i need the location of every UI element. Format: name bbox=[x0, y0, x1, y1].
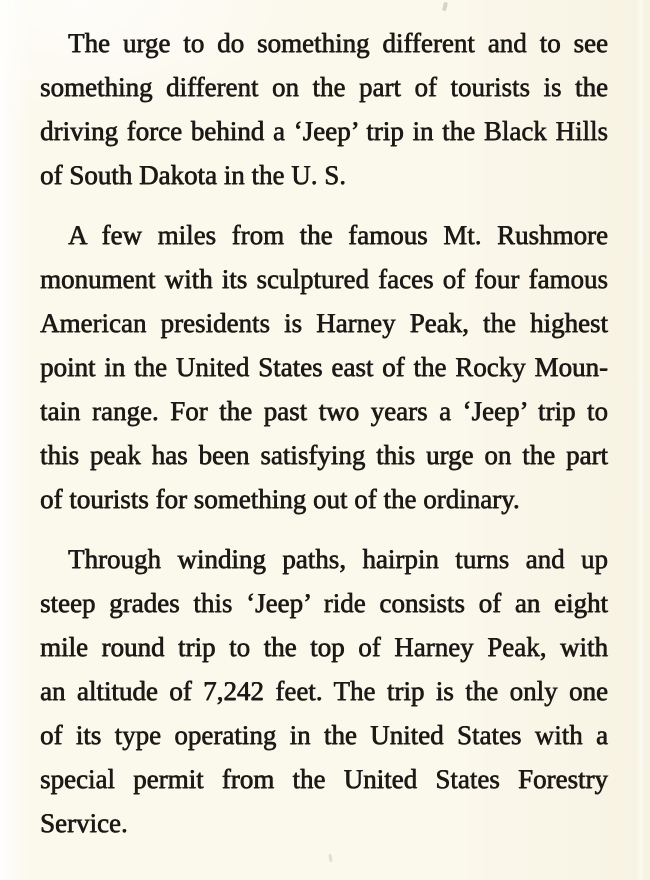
text-line: driving force behind a ‘Jeep’ trip in the Black Hills bbox=[40, 116, 608, 146]
text-line: tain range. For the past two years a ‘Jeep’ trip to bbox=[40, 396, 608, 426]
text-line: Through winding paths, hairpin turns and up bbox=[68, 544, 608, 574]
text-line: point in the United States east of the Rocky Moun- bbox=[40, 352, 608, 382]
text-line: this peak has been satisfying this urge on the part bbox=[40, 440, 608, 470]
text-line: Service. bbox=[40, 808, 128, 838]
paragraph-jeep-ride bbox=[40, 537, 608, 845]
text-line: A few miles from the famous Mt. Rushmore bbox=[68, 220, 608, 250]
text-line: of its type operating in the United States with a bbox=[40, 720, 608, 750]
text-line: of tourists for something out of the ordinary. bbox=[40, 484, 520, 514]
text-block bbox=[40, 21, 608, 845]
text-line: The urge to do something different and to see bbox=[68, 28, 608, 58]
scan-speck-top bbox=[442, 2, 448, 12]
text-line: of South Dakota in the U. S. bbox=[40, 160, 346, 190]
text-line: an altitude of 7,242 feet. The trip is the only one bbox=[40, 676, 608, 706]
text-line: special permit from the United States Forestry bbox=[40, 764, 608, 794]
page-edge-crease bbox=[637, 0, 644, 880]
text-line: something different on the part of tourists is the bbox=[40, 72, 608, 102]
text-line: mile round trip to the top of Harney Peak, with bbox=[40, 632, 608, 662]
text-line: steep grades this ‘Jeep’ ride consists of an eight bbox=[40, 588, 608, 618]
text-line: monument with its sculptured faces of four famous bbox=[40, 264, 608, 294]
text-line: American presidents is Harney Peak, the highest bbox=[40, 308, 608, 338]
paragraph-harney-peak bbox=[40, 213, 608, 521]
paragraph-intro bbox=[40, 21, 608, 197]
scan-speck-bottom bbox=[328, 854, 332, 862]
